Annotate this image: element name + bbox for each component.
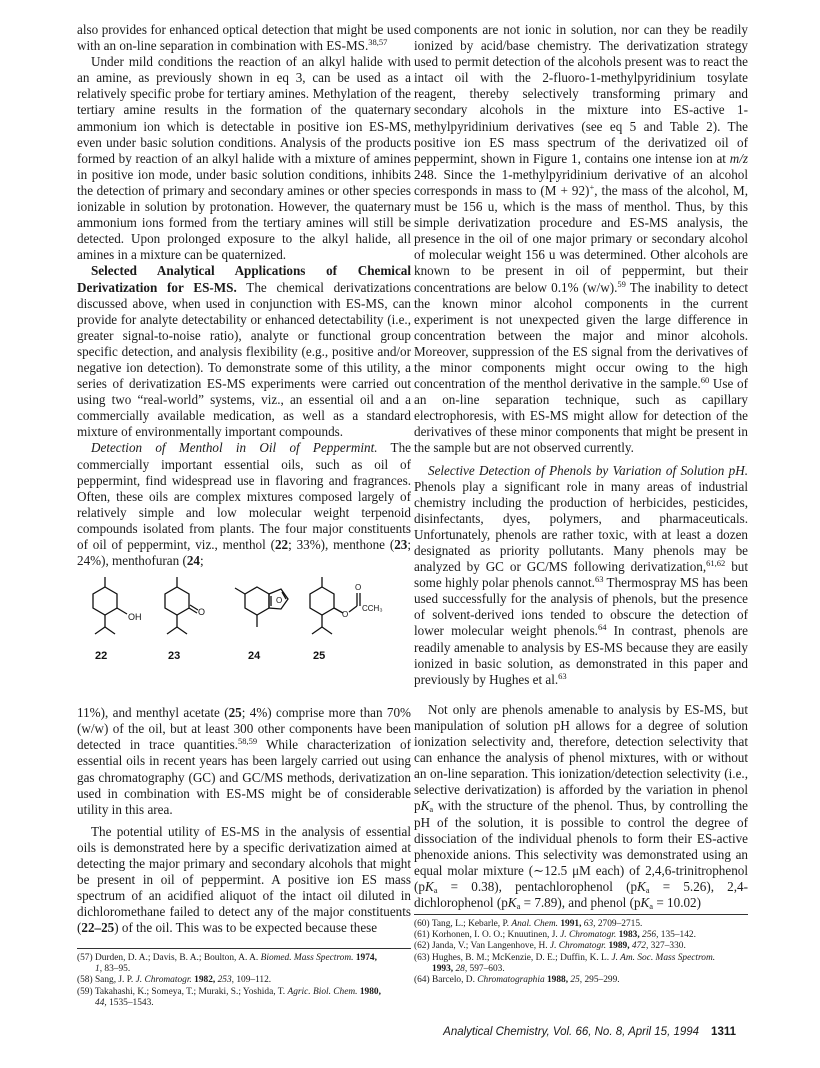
footnote: (60) Tang, L.; Kebarle, P. Anal. Chem. 1991, 63, 2709–2715. bbox=[414, 919, 643, 929]
citation: 60 bbox=[700, 375, 710, 386]
section-heading: Selective Detection of Phenols by Variation of Solution pH. bbox=[428, 462, 748, 478]
citation: 63 bbox=[558, 670, 567, 681]
furan-o-label: O bbox=[276, 596, 283, 606]
footnote: (57) Durden, D. A.; Davis, B. A.; Boulton, A. A. Biomed. Mass Spectrom. 1974, bbox=[77, 953, 377, 963]
structure-menthol bbox=[93, 577, 127, 634]
citation: 59 bbox=[617, 278, 626, 289]
structure-number: 24 bbox=[248, 650, 261, 663]
carbonyl-o-label: O bbox=[198, 607, 206, 618]
citation: 38,57 bbox=[368, 37, 388, 48]
structures-svg bbox=[77, 575, 411, 693]
paragraph: also provides for enhanced optical detection that might be used with an on-line separation in combination with ES-MS.$^{38,57}$ bbox=[77, 22, 411, 54]
citation: 58,59 bbox=[238, 736, 258, 747]
paragraph: 11%), and menthyl acetate (25; 4%) comprise more than 70% (w/w) of the oil, but at least 300 other components have been detected in trace quantities.$^{58,59}$ While characterization of essential oils in recent years has been largely carried out using gas chromatography (GC) and GC/MS methods, derivatization used in combination with ES-MS might be of considerable utility in this area. bbox=[77, 705, 411, 817]
footnote: (64) Barcelo, D. Chromatographia 1988, 25, 295–299. bbox=[414, 975, 620, 986]
paragraph: Detection of Menthol in Oil of Peppermint. The commercially important essential oils, such as oil of peppermint, find widespread use in flavoring and fragrances. Often, these oils are complex mixtures composed largely of relatively simple and low molecular weight terpenoid compounds isolated from plants. The four major constituents of oil of peppermint, viz., menthol (22; 33%), menthone (23; 24%), menthofuran (24; bbox=[77, 440, 411, 569]
footnote-continuation: 1, 83–95. bbox=[95, 964, 131, 975]
left-footnotes bbox=[77, 953, 411, 1009]
structure-menthofuran bbox=[235, 587, 288, 627]
right-column bbox=[414, 22, 748, 911]
footnote-continuation: 44, 1535–1543. bbox=[95, 997, 154, 1008]
structure-number: 25 bbox=[313, 650, 326, 663]
chemical-structures bbox=[77, 575, 411, 693]
structure-number: 22 bbox=[95, 650, 108, 663]
section-heading: Detection of Menthol in Oil of Peppermint. bbox=[91, 440, 378, 456]
paragraph: components are not ionic in solution, nor can they be readily ionized by acid/base chemistry. The derivatization strategy used to permit detection of the alcohols present was to react the intact oil with the 2-fluoro-1-methylpyridinium tosylate reagent, thereby selectively transforming primary and secondary alcohols in the mixture into ES-active 1-methylpyridinium derivatives (see eq 5 and Table 2). The positive ion ES mass spectrum of the derivatized oil of peppermint, shown in Figure 1, contains one intense ion at m/z 248. Since the 1-methylpyridinium derivative of an alcohol corresponds in mass to (M + 92)+, the mass of the alcohol, M, must be 156 u, which is the mass of menthol. Thus, by this simple derivatization procedure and ES-MS analysis, the presence in the oil of one major primary or secondary alcohol of molecular weight 156 u was determined. Other alcohols are known to be present in oil of peppermint, but their concentrations are below 0.1% (w/w).$^{59}$ The inability to detect the known minor alcohol components in the current experiment is not unexpected given the large difference in concentration between the major and minor alcohols. Moreover, suppression of the ES signal from the derivatives of the minor components might occur owing to the high concentration of the menthol derivative in the sample.$^{60}$ Use of an on-line separation technique, such as capillary electrophoresis, with ES-MS might allow for detection of the derivatives of these minor components that might be present in the sample but are not observed currently. bbox=[414, 22, 749, 456]
citation: 64 bbox=[597, 622, 607, 633]
footnote: (62) Janda, V.; Van Langenhove, H. J. Chromatogr. 1989, 472, 327–330. bbox=[414, 941, 686, 952]
footnote: (63) Hughes, B. M.; McKenzie, D. E.; Duffin, K. L. J. Am. Soc. Mass Spectrom. bbox=[414, 952, 716, 963]
page-number: 1311 bbox=[711, 1026, 736, 1038]
footnote: (59) Takahashi, K.; Someya, T.; Muraki, S.; Yoshida, T. Agric. Biol. Chem. 1980, bbox=[77, 986, 381, 997]
footnote-rule bbox=[77, 948, 411, 949]
structure-number: 23 bbox=[168, 650, 181, 663]
journal-citation: Analytical Chemistry, Vol. 66, No. 8, April 15, 1994 bbox=[443, 1026, 700, 1038]
structure-menthyl-acetate bbox=[310, 577, 360, 634]
paragraph: The potential utility of ES-MS in the analysis of essential oils is demonstrated here by a specific derivatization aimed at detecting the major primary and secondary alcohols that might be present in oil of peppermint. A positive ion ES mass spectrum of an acidified aliquot of the intact oil diluted in dichloromethane failed to detect any of the major constituents (22–25) of the oil. This was to be expected because these bbox=[77, 823, 411, 936]
footnote: (58) Sang, J. P. J. Chromatogr. 1982, 253, 109–112. bbox=[77, 975, 272, 986]
section-heading: Selected Analytical Applications of Chemical Derivatization for ES-MS. bbox=[77, 263, 411, 295]
structure-menthone bbox=[165, 577, 198, 634]
footnote-continuation: 1993, 28, 597–603. bbox=[432, 963, 505, 974]
footnote-rule bbox=[414, 914, 748, 915]
right-footnotes bbox=[414, 919, 748, 986]
citation: 63 bbox=[594, 574, 604, 585]
page-footer bbox=[443, 1026, 736, 1038]
paragraph: Selected Analytical Applications of Chemical Derivatization for ES-MS. The chemical derivatizations discussed above, when used in conjunction with ES-MS, can provide for analyte detectability or enhanced detectability (i.e., greater signal-to-noise ratio), analyte or functional group specific detection, and analysis flexibility (e.g., positive and/or negative ion detection). To demonstrate some of this utility, a series of derivatization ES-MS experiments were carried out using two “real-world” systems, viz., an essential oil and a commercially available medication, as well as a standard mixture of environmentally important compounds. bbox=[77, 263, 412, 440]
ester-carbonyl-o-label: O bbox=[355, 583, 362, 593]
footnote: (61) Korhonen, I. O. O.; Knuutinen, J. J. Chromatogr. 1983, 256, 135–142. bbox=[414, 930, 696, 941]
paragraph: Under mild conditions the reaction of an alkyl halide with an amine, as previously shown in eq 3, can be used as a relatively specific probe for tertiary amines. Methylation of the tertiary amine results in the formation of the quaternary ammonium ion which is detectable in positive ion ES-MS, even under basic solution conditions. Analysis of the products formed by reaction of an alkyl halide with a mixture of amines in positive ion mode, under basic solution conditions, inhibits the detection of primary and secondary amines or other species ionizable in solution by protonation. However, the quaternary ammonium ions formed from the tertiary amines will still be detected. Upon prolonged exposure to the alkyl halide, all amines in a mixture can be quaternized. bbox=[77, 54, 411, 263]
citation: 61,62 bbox=[706, 558, 726, 569]
paragraph: Selective Detection of Phenols by Variation of Solution pH. Phenols play a significant role in many areas of industrial chemistry including the production of herbicides, pesticides, disinfectants, dyes, polymers, and pharmaceuticals. Unfortunately, phenols are rather toxic, with at least a dozen designated as priority pollutants. Many phenols may be analyzed by GC or GC/MS following derivatization,$^{61,62}$ but some highly polar phenols cannot.$^{63}$ Thermospray MS has been used successfully for the analysis of phenols, but the presence of solvent-derived ions tended to obscure the detection of lower molecular weight phenols.$^{64}$ In contrast, phenols are readily amenable to analysis by ES-MS because they are easily ionized in basic solution, as demonstrated in this paper and previously by Hughes et al.$^{63}$ bbox=[414, 462, 748, 687]
ester-ch3-label: CCH₃ bbox=[362, 604, 383, 614]
oh-label: OH bbox=[128, 612, 142, 623]
paragraph: Not only are phenols amenable to analysis by ES-MS, but manipulation of solution pH allows for a degree of solution ionization selectivity and, therefore, detection selectivity that can enhance the analysis of phenol mixtures, with or without an on-line separation. This ionization/detection selectivity (i.e., selective derivatization) is afforded by the variation in phenol $pK_a$ with the structure of the phenol. Thus, by controlling the pH of the solution, it is possible to control the degree of dissociation of the individual phenols to form their ES-active phenoxide anions. This selectivity was demonstrated using an equal molar mixture (∼12.5 μM each) of 2,4,6-trinitrophenol $(pK_a = 0.38)$, pentachlorophenol $(pK_a = 5.26)$, 2,4-dichlorophenol $(pK_a = 7.89)$, and phenol $(pK_a = 10.02)$ bbox=[414, 701, 748, 911]
ester-o-label: O bbox=[342, 610, 349, 620]
left-column bbox=[77, 22, 411, 937]
